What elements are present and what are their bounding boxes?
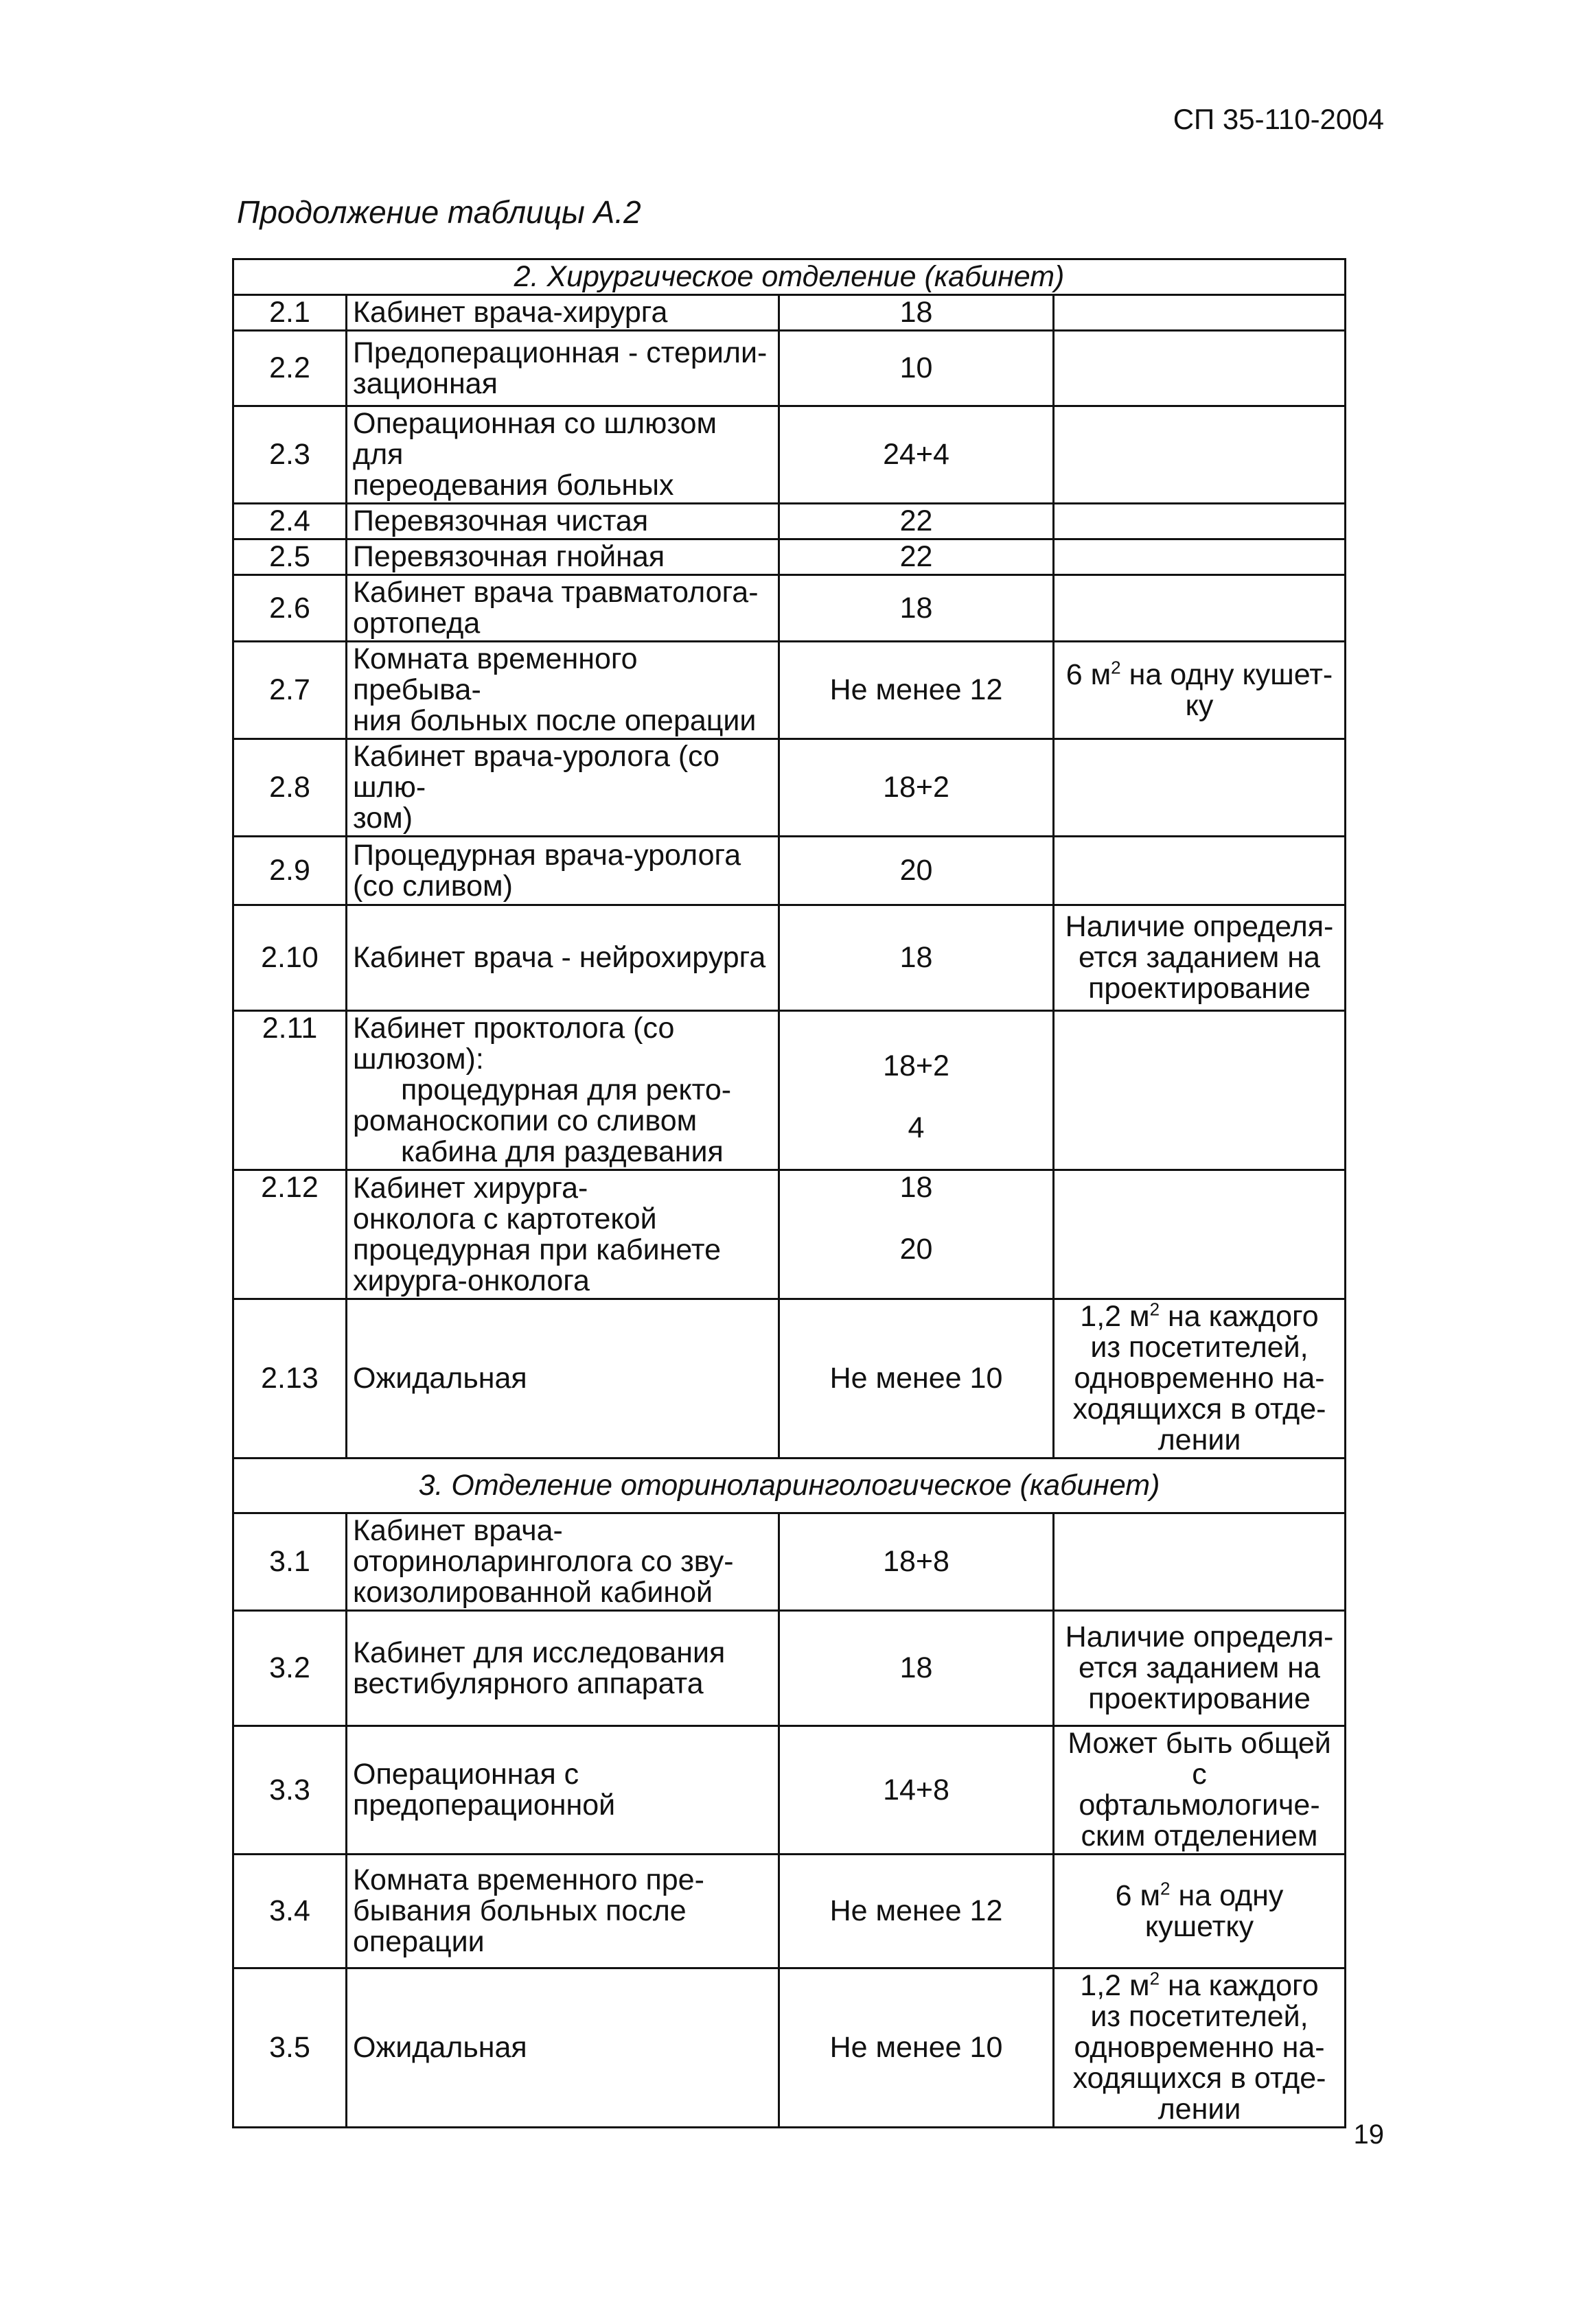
- room-name: Комната временного пре- бывания больных после операции: [347, 1855, 779, 1968]
- table-row: [233, 575, 1346, 642]
- row-number: 2.7: [233, 642, 347, 739]
- area-value: 10: [779, 331, 1054, 406]
- area-value: 18: [779, 1611, 1054, 1726]
- section-header-row: [233, 1459, 1346, 1513]
- note-cell: [1054, 837, 1346, 905]
- table-row: [233, 331, 1346, 406]
- table-row: [233, 837, 1346, 905]
- row-number: 2.1: [233, 295, 347, 331]
- note-cell: [1054, 1170, 1346, 1299]
- area-value: Не менее 10: [779, 1299, 1054, 1459]
- note-cell: 1,2 $м^2$ на каждого из посетителей, одновременно на- ходящихся в отде- лении: [1054, 1299, 1346, 1459]
- table-row: [233, 1855, 1346, 1968]
- area-value: 22: [779, 539, 1054, 575]
- note-cell: [1054, 1513, 1346, 1611]
- note-cell: [1054, 504, 1346, 539]
- table-row: [233, 295, 1346, 331]
- area-value: 18+2 4: [779, 1011, 1054, 1170]
- area-value: 18+2: [779, 739, 1054, 837]
- row-number: 2.4: [233, 504, 347, 539]
- row-number: 2.8: [233, 739, 347, 837]
- document-code: СП 35-110-2004: [1173, 103, 1384, 135]
- room-name: Кабинет врача - нейрохирурга: [347, 905, 779, 1011]
- note-cell: [1054, 575, 1346, 642]
- room-name: Кабинет врача-уролога (со шлю- зом): [347, 739, 779, 837]
- area-value: 18 20: [779, 1170, 1054, 1299]
- area-value: 20: [779, 837, 1054, 905]
- table-caption: Продолжение таблицы А.2: [237, 194, 641, 230]
- table-row: [233, 739, 1346, 837]
- row-number: 3.5: [233, 1968, 347, 2128]
- area-value: Не менее 12: [779, 642, 1054, 739]
- row-number: 2.9: [233, 837, 347, 905]
- table-row: [233, 1726, 1346, 1855]
- room-name: Перевязочная чистая: [347, 504, 779, 539]
- table-row: [233, 406, 1346, 504]
- table-row: [233, 539, 1346, 575]
- note-cell: 1,2 $м^2$ на каждого из посетителей, одновременно на- ходящихся в отде- лении: [1054, 1968, 1346, 2128]
- note-cell: Наличие определя- ется заданием на проектирование: [1054, 1611, 1346, 1726]
- note-cell: [1054, 1011, 1346, 1170]
- area-value: Не менее 12: [779, 1855, 1054, 1968]
- section-header-row: [233, 259, 1346, 295]
- row-number: 2.13: [233, 1299, 347, 1459]
- row-number: 2.5: [233, 539, 347, 575]
- row-number: 3.2: [233, 1611, 347, 1726]
- row-number: 2.10: [233, 905, 347, 1011]
- section-title: 2. Хирургическое отделение (кабинет): [233, 259, 1346, 295]
- area-value: 18: [779, 905, 1054, 1011]
- area-value: Не менее 10: [779, 1968, 1054, 2128]
- area-value: 24+4: [779, 406, 1054, 504]
- note-cell: [1054, 331, 1346, 406]
- room-name: Операционная с предоперационной: [347, 1726, 779, 1855]
- note-cell: [1054, 295, 1346, 331]
- table-row: [233, 905, 1346, 1011]
- room-name: Кабинет врача- оториноларинголога со зву- коизолированной кабиной: [347, 1513, 779, 1611]
- table-row: [233, 1513, 1346, 1611]
- room-name: Кабинет хирурга- онколога с картотекой процедурная при кабинете хирурга-онколога: [347, 1170, 779, 1299]
- section-title: 3. Отделение оториноларингологическое (кабинет): [233, 1459, 1346, 1513]
- room-name: Кабинет проктолога (со шлюзом): процедурная для ректо- романоскопии со сливом кабина для раздевания: [347, 1011, 779, 1170]
- table-row: [233, 1968, 1346, 2128]
- note-cell: 6 $м^2$ на одну кушетку: [1054, 1855, 1346, 1968]
- room-name: Кабинет врача-хирурга: [347, 295, 779, 331]
- room-name: Ожидальная: [347, 1968, 779, 2128]
- table-row: [233, 1299, 1346, 1459]
- room-name: Ожидальная: [347, 1299, 779, 1459]
- row-number: 2.12: [233, 1170, 347, 1299]
- note-cell: Может быть общей с офтальмологиче- ским отделением: [1054, 1726, 1346, 1855]
- room-name: Предоперационная - стерили- зационная: [347, 331, 779, 406]
- area-value: 22: [779, 504, 1054, 539]
- area-value: 18+8: [779, 1513, 1054, 1611]
- table-row: [233, 504, 1346, 539]
- room-name: Перевязочная гнойная: [347, 539, 779, 575]
- row-number: 3.3: [233, 1726, 347, 1855]
- row-number: 2.6: [233, 575, 347, 642]
- room-name: Комната временного пребыва- ния больных после операции: [347, 642, 779, 739]
- note-cell: Наличие определя- ется заданием на проектирование: [1054, 905, 1346, 1011]
- room-name: Кабинет для исследования вестибулярного аппарата: [347, 1611, 779, 1726]
- note-cell: [1054, 406, 1346, 504]
- row-number: 2.3: [233, 406, 347, 504]
- table-row: [233, 642, 1346, 739]
- note-cell: 6 $м^2$ на одну кушет- ку: [1054, 642, 1346, 739]
- row-number: 2.2: [233, 331, 347, 406]
- note-cell: [1054, 739, 1346, 837]
- page-number: 19: [1353, 2119, 1384, 2150]
- table-row: [233, 1611, 1346, 1726]
- area-value: 18: [779, 295, 1054, 331]
- row-number: 2.11: [233, 1011, 347, 1170]
- table-row: [233, 1011, 1346, 1170]
- room-name: Кабинет врача травматолога- ортопеда: [347, 575, 779, 642]
- room-area-table: [232, 258, 1346, 2128]
- row-number: 3.4: [233, 1855, 347, 1968]
- area-value: 18: [779, 575, 1054, 642]
- note-cell: [1054, 539, 1346, 575]
- room-name: Операционная со шлюзом для переодевания больных: [347, 406, 779, 504]
- table-row: [233, 1170, 1346, 1299]
- area-value: 14+8: [779, 1726, 1054, 1855]
- row-number: 3.1: [233, 1513, 347, 1611]
- room-name: Процедурная врача-уролога (со сливом): [347, 837, 779, 905]
